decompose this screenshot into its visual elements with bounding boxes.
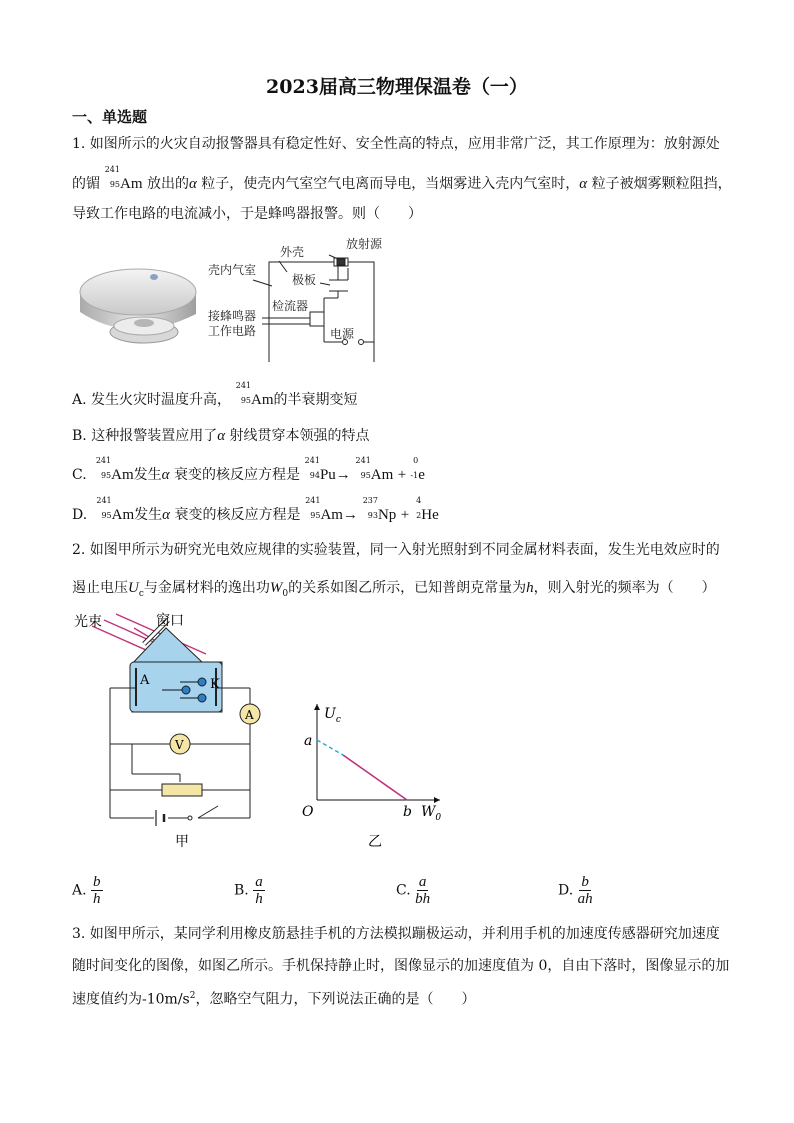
origin-label: O <box>302 804 314 820</box>
am-isotope: 241 95 <box>104 165 120 189</box>
intercept-b: b <box>403 804 412 820</box>
q1-option-b: B. 这种报警装置应用了α 射线贯穿本领强的特点 <box>72 428 370 444</box>
label-shell: 外壳 <box>280 245 305 259</box>
caption-a: 甲 <box>175 834 189 850</box>
q1-line1: 1. 如图所示的火灾自动报警器具有稳定性好、安全性高的特点，应用非常广泛，其工作原理为：放射源处 <box>72 136 720 152</box>
anode-label: A <box>140 673 150 688</box>
q3-line1: 3. 如图甲所示，某同学利用橡皮筋悬挂手机的方法模拟蹦极运动，并利用手机的加速度传感器研究加速度 <box>72 926 720 942</box>
q2-line1: 2. 如图甲所示为研究光电效应规律的实验装置，同一入射光照射到不同金属材料表面，发生光电效应时的 <box>72 542 720 558</box>
y-axis-label: $U_c$ <box>324 706 341 725</box>
smoke-detector-figure <box>72 234 392 362</box>
cathode-label: K <box>210 677 220 692</box>
rheostat <box>162 784 202 796</box>
caption-b: 乙 <box>368 834 382 850</box>
q1-option-a: A. 发生火灾时温度升高， 241 95 Am的半衰期变短 <box>72 381 358 408</box>
label-chamber: 壳内气室 <box>208 263 257 277</box>
page-title: 2023届高三物理保温卷（一） <box>266 76 528 98</box>
q2-line2: 遏止电压$U_c$与金属材料的逸出功$W_0$的关系如图乙所示，已知普朗克常量为h，则入射光的频率为（ ） <box>72 580 716 599</box>
q2-option-a: A. $\frac{b}{h}$ <box>72 874 101 907</box>
label-buzzer-1: 接蜂鸣器 <box>208 309 257 323</box>
q1-option-c: C. 241 95 Am发生α 衰变的核反应方程是 241 94 Pu→ 241 95 Am + 0 -1 e <box>72 456 425 483</box>
label-window: 窗口 <box>156 613 184 629</box>
switch <box>188 816 192 820</box>
data-line <box>343 755 407 800</box>
q1-option-d: D. 241 95 Am发生α 衰变的核反应方程是 241 95 Am→ 237 93 Np + 4 2 He <box>72 496 439 523</box>
label-plate: 极板 <box>292 273 317 287</box>
voltmeter-label: V <box>175 738 184 752</box>
q2-option-c: C. $\frac{a}{bh}$ <box>396 874 431 907</box>
q1-line3: 导致工作电路的电流减小，于是蜂鸣器报警。则（ ） <box>72 206 422 222</box>
intercept-a: a <box>304 733 313 749</box>
q2-option-b: B. $\frac{a}{h}$ <box>234 874 263 907</box>
q3-line3: 速度值约为$-10m/s^2$，忽略空气阻力，下列说法正确的是（ ） <box>72 991 476 1008</box>
uc-w0-graph <box>290 696 450 856</box>
photoelectric-apparatus-figure <box>72 606 272 856</box>
x-axis-label: $W_0$ <box>421 804 442 823</box>
label-buzzer-2: 工作电路 <box>208 324 257 338</box>
smoke-detector-photo <box>80 269 196 343</box>
label-source: 放射源 <box>346 237 383 251</box>
extrapolated-line <box>317 740 343 755</box>
label-power: 电源 <box>330 327 355 341</box>
ammeter-label: A <box>245 708 254 722</box>
q1-line2: 的镅 241 95 Am 放出的α 粒子，使壳内气室空气电离而导电，当烟雾进入壳内气室时，α 粒子被烟雾颗粒阻挡， <box>72 165 732 192</box>
label-detector: 检流器 <box>272 299 309 313</box>
q3-line2: 随时间变化的图像，如图乙所示。手机保持静止时，图像显示的加速度值为 0，自由下落时，图像显示的加 <box>72 958 730 974</box>
label-beam: 光束 <box>74 614 102 630</box>
q2-option-d: D. $\frac{b}{ah}$ <box>558 874 593 907</box>
section-heading: 一、单选题 <box>72 108 148 126</box>
